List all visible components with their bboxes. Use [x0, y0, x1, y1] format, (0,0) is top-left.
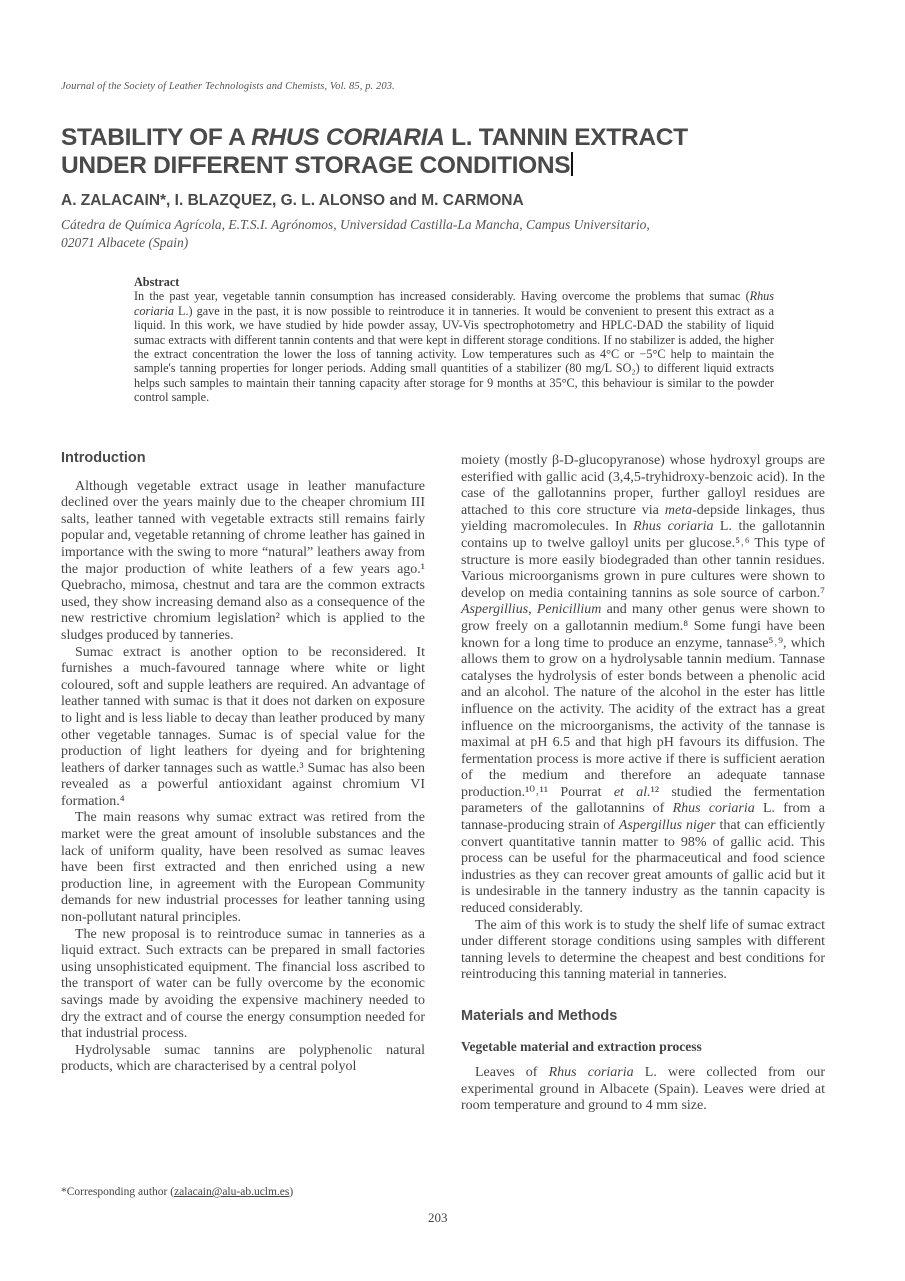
author-email-link[interactable]: zalacain@alu-ab.uclm.es — [174, 1186, 290, 1198]
affiliation-line1: Cátedra de Química Agrícola, E.T.S.I. Agrónomos, Universidad Castilla-La Mancha, Campus Universitario, — [61, 217, 650, 232]
abstract-text-a: In the past year, vegetable tannin consumption has increased considerably. Having overcome the problems that sumac ( — [134, 289, 750, 304]
right-column — [461, 453, 825, 1115]
p6-italic: Rhus coriaria — [633, 519, 714, 535]
intro-paragraph-5: Hydrolysable sumac tannins are polyphenolic natural products, which are characterised by a central polyol — [61, 1042, 425, 1075]
p6-text: moiety (mostly β-D-glucopyranose) whose hydroxyl groups are esterified with gallic acid (3,4,5-tryhidroxy-benzoic acid). In the case of the gallotannins proper, further galloyl residues are attached to this core structure via — [461, 453, 825, 518]
intro-paragraph-7: The aim of this work is to study the shelf life of sumac extract under different storage conditions using samples with different tanning levels to determine the cheapest and best conditions for reintroducing this tanning material in tanneries. — [461, 917, 825, 983]
title-part2: L. TANNIN EXTRACT — [444, 124, 688, 151]
abstract-text-b: L.) gave in the past, it is now possible to reintroduce it in tanneries. It would be convenient to present this extract as a liquid. In this work, we have studied by hide powder assay, UV-Vis spectrophotometry and HPLC-DAD the stability of liquid sumac extracts with different tannin contents and that were kept in different storage conditions. If no stabilizer is added, the higher the extract concentration the lower the loss of tanning activity. Low temperatures such as 4°C or −5°C help to maintain the sample's tanning properties for longer periods. Adding small quantities of a stabilizer (80 mg/L SO₂) to different liquid extracts helps such samples to maintain their tanning capacity after storage for 9 months at 35°C, this behaviour is similar to the powder control sample. — [134, 303, 774, 405]
footnote-prefix: *Corresponding author ( — [61, 1186, 175, 1198]
abstract-heading: Abstract — [134, 275, 180, 289]
abstract — [134, 275, 774, 405]
methods-paragraph-1 — [461, 1065, 825, 1115]
introduction-heading: Introduction — [61, 450, 146, 466]
journal-header: Journal of the Society of Leather Technologists and Chemists, Vol. 85, p. 203. — [61, 81, 395, 92]
footnote-suffix: ) — [289, 1186, 294, 1198]
p6-text: L. from a tannase-producing strain of — [461, 801, 825, 834]
methods-text: Leaves of — [475, 1065, 549, 1081]
authors: A. ZALACAIN*, I. BLAZQUEZ, G. L. ALONSO and M. CARMONA — [61, 192, 524, 209]
left-column — [61, 450, 425, 1076]
p6-italic: meta — [664, 502, 693, 518]
p6-italic: Rhus coriaria — [672, 801, 755, 817]
p6-text: ¹² studied the fermentation parameters of the gallotannins of — [461, 784, 825, 817]
p6-text: L. the gallotannin contains up to twelve galloyl units per glucose.⁵˒⁶ This type of structure is more easily biodegraded than other tannin residues. Various microorganisms grown in pure cultures were shown to develop on media containing tannins as sole source of carbon.⁷ — [461, 519, 825, 601]
p6-text: that can efficiently convert quantitative tannin matter to 98% of gallic acid. This process can be useful for the pharmaceutical and food science industries as they can recover great amounts of gallic acid but it is undesirable in the tannery industry as the tannin capacity is reduced considerably. — [461, 818, 825, 917]
p6-text: and many other genus were shown to grow freely on a gallotannin medium.⁸ Some fungi have been known for a long time to produce an enzyme, tannase⁵˒⁹, which allows them to grow on a hydrolysable tannin medium. Tannase catalyses the hydrolysis of ester bonds between a phenolic acid and an alcohol. The nature of the alcohol in the ester has little influence on the activity. The acidity of the extract has a great influence on the microorganisms, the activity of the tannase is maximal at pH 6.5 and that high pH favours its diffusion. The fermentation process is more active if there is sufficient aeration of the medium and therefore an adequate tannase production.¹⁰˒¹¹ Pourrat — [461, 602, 826, 800]
p6-italic: Aspergillus niger — [618, 818, 716, 834]
abstract-species: Rhus coriaria — [134, 289, 774, 318]
methods-text: L. were collected from our experimental ground in Albacete (Spain). Leaves were dried at room temperature and ground to 4 mm size. — [461, 1065, 826, 1114]
title-line2: UNDER DIFFERENT STORAGE CONDITIONS — [61, 152, 571, 179]
paper-title — [61, 124, 861, 180]
title-species: RHUS CORIARIA — [251, 124, 445, 151]
affiliation-line2: 02071 Albacete (Spain) — [61, 235, 189, 250]
methods-heading: Materials and Methods — [461, 1008, 618, 1024]
p6-text: , — [528, 602, 537, 618]
footnote — [61, 1186, 293, 1198]
intro-paragraph-3: The main reasons why sumac extract was retired from the market were the great amount of insoluble substances and the lack of uniform quality, have been resolved as sumac leaves have been first extracted and then enriched using a new production line, in agreement with the European Community demands for new industrial processes for leather tanning using non-pollutant natural principles. — [61, 810, 425, 926]
title-part1: STABILITY OF A — [61, 124, 252, 151]
intro-paragraph-1: Although vegetable extract usage in leather manufacture declined over the years mainly due to the cheaper chromium III salts, leather tanned with vegetable extracts still remains fairly popular and, vegetable retanning of chrome leather has gained in importance with the swing to more “natural” leathers away from the major production of white leathers of a few years ago.¹ Quebracho, mimosa, chestnut and tara are the common extracts used, they show increasing demand also as a consequence of the new restrictive chromium legislation² which is applied to the sludges produced by tanneries. — [61, 478, 425, 643]
methods-italic: Rhus coriaria — [548, 1065, 634, 1081]
affiliation — [61, 216, 781, 252]
intro-paragraph-6 — [461, 453, 825, 918]
p6-italic: et al. — [613, 784, 651, 800]
p6-italic: Penicillium — [536, 602, 602, 618]
methods-subheading: Vegetable material and extraction process — [461, 1038, 702, 1054]
p6-text: -depside linkages, thus yielding macromolecules. In — [461, 502, 825, 535]
text-cursor — [571, 152, 573, 176]
page-number: 203 — [428, 1210, 448, 1225]
intro-paragraph-2: Sumac extract is another option to be reconsidered. It furnishes a much-favoured tannage where white or light coloured, soft and supple leathers are required. An advantage of leather tanned with sumac is that it does not darken on exposure to light and is less liable to decay than leather produced by many other vegetable tannages. Sumac is of special value for the production of light leathers for dyeing and for brightening leathers of darker tannages such as wattle.³ Sumac has also been revealed as a powerful antioxidant against chromium VI formation.⁴ — [61, 644, 425, 809]
p6-italic: Aspergillius — [461, 602, 529, 618]
intro-paragraph-4: The new proposal is to reintroduce sumac in tanneries as a liquid extract. Such extracts can be prepared in small factories using unsophisticated equipment. The financial loss ascribed to the transport of water can be fully overcome by the economic savings made by avoiding the expensive machinery needed to dry the extract and of course the energy consumption needed for that industrial process. — [61, 926, 425, 1042]
